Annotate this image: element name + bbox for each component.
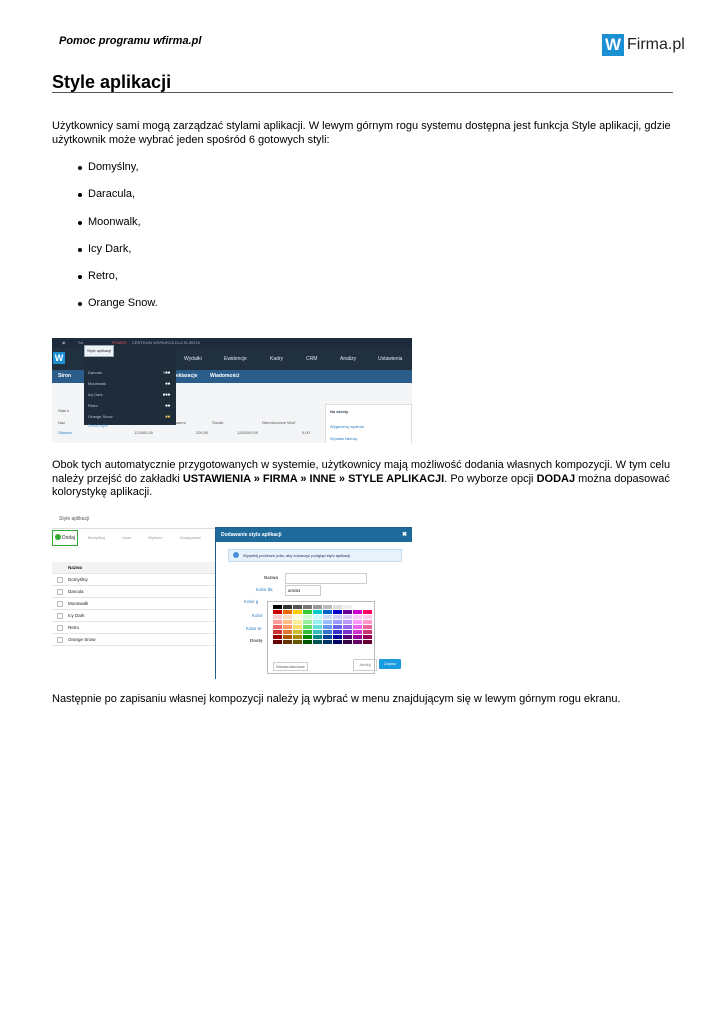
- row-checkbox[interactable]: [57, 625, 63, 631]
- nav-item[interactable]: Analizy: [340, 356, 357, 362]
- row-checkbox[interactable]: [57, 637, 63, 643]
- color-swatch[interactable]: [273, 640, 282, 644]
- style-option[interactable]: [84, 367, 176, 377]
- color-dots: ○●●: [162, 370, 170, 376]
- shortcut-link[interactable]: Wygeneruj wydruki: [330, 424, 364, 429]
- dialog-title: Dodawanie stylu aplikacji: [221, 532, 282, 538]
- color-swatch[interactable]: [363, 615, 372, 619]
- color-swatch[interactable]: [283, 630, 292, 634]
- info-icon: [233, 552, 239, 558]
- header-title: Pomoc programu wfirma.pl: [59, 35, 202, 47]
- second-paragraph: [52, 459, 674, 500]
- color-swatch[interactable]: [313, 625, 322, 629]
- color-swatch[interactable]: [353, 605, 362, 609]
- cell: Naz: [58, 420, 66, 425]
- color-swatch[interactable]: [333, 610, 342, 614]
- color-swatch[interactable]: [353, 640, 362, 644]
- color-swatch[interactable]: [303, 615, 312, 619]
- nav-item[interactable]: Wydatki: [184, 356, 202, 362]
- row-name: Domyślny: [68, 577, 88, 582]
- style-name: Moonwalk: [88, 381, 107, 386]
- style-name: Orange Snow: [88, 414, 113, 419]
- style-name: Retro: [88, 403, 98, 408]
- row-checkbox[interactable]: [57, 601, 63, 607]
- styles-dropdown-label: Style aplikacji: [84, 345, 114, 357]
- cancel-button[interactable]: Anuluj: [353, 659, 377, 671]
- text: . Po wyborze opcji: [444, 472, 537, 485]
- color-swatch[interactable]: [293, 640, 302, 644]
- shortcut-link[interactable]: Wystaw fakturę: [330, 436, 358, 441]
- color-swatch[interactable]: [273, 625, 282, 629]
- info-text: Wypełnij poniższe pola, aby zobaczyć podgląd stylu aplikacji.: [243, 553, 352, 558]
- home-icon: ◉: [62, 340, 66, 345]
- row-name: Icy Dark: [68, 613, 85, 618]
- color-label: Kolor: [252, 613, 263, 618]
- cell[interactable]: Główna: [58, 430, 72, 435]
- info-box: [228, 549, 402, 562]
- name-input[interactable]: [285, 573, 367, 584]
- color-swatch[interactable]: [353, 610, 362, 614]
- color-dots: ●●: [164, 414, 170, 420]
- row-name: Orange Snow: [68, 637, 96, 642]
- color-swatch[interactable]: [353, 620, 362, 624]
- text: można dopasować kolorystykę aplikacji.: [52, 472, 670, 498]
- cell: Środki: [212, 420, 224, 425]
- color-swatch[interactable]: [303, 605, 312, 609]
- color-dots: ●●: [164, 403, 170, 409]
- color-swatch[interactable]: [363, 640, 372, 644]
- color-swatch[interactable]: [313, 630, 322, 634]
- color-swatch[interactable]: [363, 620, 372, 624]
- row-name: Darcula: [68, 589, 84, 594]
- cell: 200,00: [196, 430, 209, 435]
- color-swatch[interactable]: [323, 615, 332, 619]
- table-row[interactable]: [52, 610, 217, 622]
- color-swatch[interactable]: [303, 610, 312, 614]
- color-swatch[interactable]: [313, 610, 322, 614]
- table-row[interactable]: [52, 574, 217, 586]
- color-swatch[interactable]: [363, 630, 372, 634]
- table-header: [52, 562, 217, 574]
- style-option[interactable]: [84, 400, 176, 410]
- help-link[interactable]: POMOC: [112, 340, 128, 345]
- list-item: Domyślny,: [52, 161, 158, 188]
- cell: Stan k: [58, 408, 70, 413]
- row-checkbox[interactable]: [57, 613, 63, 619]
- color-swatch[interactable]: [323, 625, 332, 629]
- color-swatch[interactable]: [343, 635, 352, 639]
- support-link[interactable]: CENTRUM WSPARCIA DLA KLIENTA: [132, 340, 201, 345]
- table-row[interactable]: [52, 634, 217, 646]
- row-name: Moonwalk: [68, 601, 89, 606]
- list-item: Retro,: [52, 270, 158, 297]
- add-style-screenshot: [52, 512, 412, 679]
- panel-title: Na skróty: [330, 409, 349, 414]
- text: Obok tych automatycznie przygotowanych w systemie, użytkownicy mają możliwość dodania własnych kompozycji. W tym celu należy przejść do zakładki: [52, 459, 671, 485]
- color-swatch[interactable]: [323, 635, 332, 639]
- intro-paragraph: Użytkownicy sami mogą zarządzać stylami aplikacji. W lewym górnym rogu systemu dostępna jest funkcja Style aplikacji, gdzie użytkownik może wybrać jeden spośród 6 gotowych styli:: [52, 120, 671, 146]
- add-label: Dodaj: [62, 535, 76, 541]
- color-swatch[interactable]: [273, 615, 282, 619]
- tab-messages[interactable]: Wiadomości: [210, 373, 240, 379]
- add-button[interactable]: [52, 530, 78, 546]
- color-swatch[interactable]: [333, 630, 342, 634]
- color-swatch[interactable]: [293, 630, 302, 634]
- cell: asem: [176, 420, 186, 425]
- column-header: Nazwa: [68, 565, 83, 570]
- cell: Nierozliczone WoZ: [262, 420, 296, 425]
- row-checkbox[interactable]: [57, 577, 63, 583]
- style-option[interactable]: [84, 411, 176, 421]
- close-icon[interactable]: ✖: [401, 532, 407, 538]
- cell: 123400,00: [134, 430, 153, 435]
- list-item: Icy Dark,: [52, 243, 158, 270]
- color-swatch[interactable]: [293, 605, 302, 609]
- color-swatch[interactable]: [323, 605, 332, 609]
- nonstandard-button[interactable]: Niestandardowe: [273, 662, 308, 671]
- style-option[interactable]: [84, 389, 176, 399]
- color-swatch[interactable]: [303, 620, 312, 624]
- color-swatch[interactable]: [273, 620, 282, 624]
- color-swatch[interactable]: [283, 615, 292, 619]
- color-swatch[interactable]: [343, 605, 352, 609]
- bg-color-label: Kolor tła: [256, 587, 273, 592]
- table-row[interactable]: [52, 586, 217, 598]
- color-swatch[interactable]: [273, 605, 282, 609]
- color-swatch[interactable]: [343, 630, 352, 634]
- color-label: Kolor te: [246, 626, 262, 631]
- color-swatch[interactable]: [343, 620, 352, 624]
- nav-item[interactable]: Kadry: [270, 356, 284, 362]
- wfirma-logo: [602, 34, 685, 56]
- shortcuts-panel: [325, 404, 412, 443]
- app-logo: W: [54, 353, 64, 363]
- title-divider: [52, 92, 673, 93]
- color-swatch[interactable]: [293, 620, 302, 624]
- color-swatch[interactable]: [353, 625, 362, 629]
- logo-text: Firma.pl: [627, 36, 685, 53]
- table-row[interactable]: [52, 598, 217, 610]
- color-swatch[interactable]: [343, 610, 352, 614]
- swatch-row: [273, 640, 373, 645]
- cell: 0,00: [302, 430, 310, 435]
- availability-button[interactable]: Dostępność: [180, 535, 202, 540]
- color-swatch[interactable]: [363, 635, 372, 639]
- styles-table: [52, 562, 217, 646]
- color-swatch[interactable]: [353, 630, 362, 634]
- color-swatch[interactable]: [313, 605, 322, 609]
- list-item: Orange Snow.: [52, 297, 158, 324]
- style-name: Icy Dark: [88, 392, 103, 397]
- color-swatch[interactable]: [343, 615, 352, 619]
- color-swatch[interactable]: [283, 625, 292, 629]
- color-dots: ●●: [164, 381, 170, 387]
- availability-label: Dostę: [250, 638, 263, 643]
- color-swatch[interactable]: [353, 615, 362, 619]
- color-swatch[interactable]: [303, 630, 312, 634]
- color-swatch[interactable]: [273, 630, 282, 634]
- plus-icon: [55, 534, 61, 540]
- color-label: Kolor g: [244, 599, 259, 604]
- outro-paragraph: Następnie po zapisaniu własnej kompozycji należy ją wybrać w menu znajdującym się w lewym górnym rogu ekranu.: [52, 693, 621, 705]
- nav-item[interactable]: CRM: [306, 356, 318, 362]
- color-swatch[interactable]: [333, 605, 342, 609]
- logo-mark: W: [602, 34, 624, 56]
- page-title: Style aplikacji: [52, 72, 172, 92]
- color-swatch[interactable]: [273, 635, 282, 639]
- add-style-link[interactable]: Dodaj style: [88, 423, 108, 428]
- color-swatch[interactable]: [283, 605, 292, 609]
- color-swatch[interactable]: [333, 640, 342, 644]
- style-option[interactable]: [84, 378, 176, 388]
- dialog-header: [216, 528, 412, 542]
- color-swatch[interactable]: [323, 640, 332, 644]
- styles-list: [52, 161, 158, 325]
- save-button[interactable]: Zapisz: [379, 659, 401, 669]
- color-swatch[interactable]: [273, 610, 282, 614]
- color-swatch[interactable]: [293, 625, 302, 629]
- settings-path: USTAWIENIA » FIRMA » INNE » STYLE APLIKACJI: [182, 472, 445, 485]
- color-dots: ●●●: [162, 392, 170, 398]
- color-swatch[interactable]: [363, 610, 372, 614]
- section-title-text: Style aplikacji: [59, 516, 90, 522]
- color-swatch[interactable]: [323, 610, 332, 614]
- name-label: Nazwa: [264, 575, 279, 580]
- color-swatch[interactable]: [333, 620, 342, 624]
- tab-start[interactable]: Stron: [58, 373, 72, 379]
- list-item: Moonwalk,: [52, 216, 158, 243]
- tab-declarations[interactable]: eklaracje: [176, 373, 198, 379]
- color-swatch[interactable]: [343, 625, 352, 629]
- add-style-dialog: [215, 527, 412, 679]
- color-swatch[interactable]: [303, 635, 312, 639]
- list-item: Daracula,: [52, 188, 158, 215]
- color-swatch[interactable]: [333, 635, 342, 639]
- color-swatch[interactable]: [283, 620, 292, 624]
- styles-menu-screenshot: [52, 338, 412, 443]
- color-swatch[interactable]: [303, 640, 312, 644]
- color-swatch[interactable]: [363, 625, 372, 629]
- color-swatch[interactable]: [313, 620, 322, 624]
- bg-color-input[interactable]: [285, 585, 321, 596]
- color-swatch[interactable]: [293, 615, 302, 619]
- table-row[interactable]: [52, 622, 217, 634]
- color-swatch[interactable]: [363, 605, 372, 609]
- color-swatch[interactable]: [333, 615, 342, 619]
- row-checkbox[interactable]: [57, 589, 63, 595]
- color-swatch[interactable]: [313, 635, 322, 639]
- style-name: Darcula: [88, 370, 102, 375]
- color-swatch[interactable]: [303, 625, 312, 629]
- select-button[interactable]: Wybierz: [148, 535, 163, 540]
- nav-item[interactable]: Ewidencje: [224, 356, 247, 362]
- color-swatch[interactable]: [283, 640, 292, 644]
- color-swatch[interactable]: [333, 625, 342, 629]
- color-swatch[interactable]: [323, 620, 332, 624]
- modify-button[interactable]: Modyfikuj: [88, 535, 105, 540]
- color-swatch[interactable]: [313, 615, 322, 619]
- color-swatch[interactable]: [283, 610, 292, 614]
- color-swatch[interactable]: [343, 640, 352, 644]
- color-swatch[interactable]: [293, 610, 302, 614]
- styles-dropdown: [84, 345, 176, 428]
- color-value: #f3f3f3: [288, 588, 301, 593]
- row-name: Retro: [68, 625, 80, 630]
- color-swatch[interactable]: [293, 635, 302, 639]
- color-swatch[interactable]: [353, 635, 362, 639]
- delete-button[interactable]: Usuń: [122, 535, 132, 540]
- color-grid[interactable]: [273, 605, 373, 645]
- color-swatch[interactable]: [323, 630, 332, 634]
- cell: 1200200,00: [237, 430, 259, 435]
- style-toggle[interactable]: Sa: [78, 340, 83, 345]
- nav-item[interactable]: Ustawienia: [378, 356, 403, 362]
- color-swatch[interactable]: [283, 635, 292, 639]
- add-option: DODAJ: [536, 472, 576, 485]
- color-swatch[interactable]: [313, 640, 322, 644]
